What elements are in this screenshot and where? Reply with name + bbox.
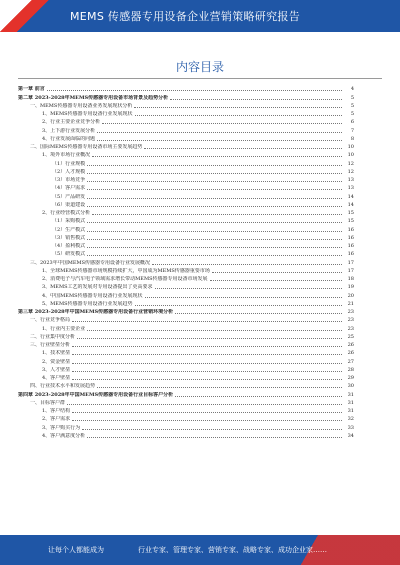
toc-entry-page: 4 <box>350 86 354 93</box>
corner-decoration <box>0 0 52 32</box>
toc-entry-page: 14 <box>347 201 354 208</box>
toc-entry-title: 1、MEMS传感器专用设备行业发展现状 <box>42 111 133 117</box>
toc-entry-title: （6）渠道建设 <box>52 201 86 208</box>
toc-entry-title: 1、行业内主要企业 <box>42 325 86 332</box>
toc-entry-page: 32 <box>347 416 354 423</box>
toc-entry[interactable] <box>18 266 354 274</box>
toc-entry-title: 第一章 前言 <box>18 86 45 93</box>
toc-entry[interactable] <box>18 216 354 224</box>
toc-entry-title: 3、人才壁垒 <box>42 366 71 373</box>
toc-leader-dots <box>87 437 342 438</box>
toc-leader-dots <box>87 239 342 240</box>
toc-leader-dots <box>87 247 342 248</box>
toc-entry-title: 3、客户购买行为 <box>42 424 81 431</box>
toc-entry-page: 5 <box>350 102 354 109</box>
toc-leader-dots <box>145 297 343 298</box>
toc-entry-page: 17 <box>347 267 354 274</box>
toc-leader-dots <box>87 173 342 174</box>
toc-entry-title: （4）客户需求 <box>52 185 86 192</box>
toc-entry-page: 17 <box>347 259 354 266</box>
toc-entry-page: 6 <box>350 119 354 126</box>
toc-entry[interactable] <box>18 431 354 439</box>
toc-entry-page: 16 <box>347 234 354 241</box>
toc-leader-dots <box>77 338 342 339</box>
toc-entry[interactable] <box>18 406 354 414</box>
toc-entry[interactable] <box>18 158 354 166</box>
toc-entry-page: 21 <box>347 300 354 307</box>
toc-entry-title: 第三章 2023-2028年中国MEMS传感器专用设备行业营销环境分析 <box>18 309 174 315</box>
toc-entry[interactable] <box>18 282 354 290</box>
toc-entry-page: 5 <box>350 94 354 101</box>
toc-leader-dots <box>82 429 342 430</box>
toc-entry[interactable] <box>18 257 354 265</box>
toc-entry[interactable] <box>18 315 354 323</box>
toc-entry-page: 14 <box>347 193 354 200</box>
footer-slogan: 让每个人都能成为 <box>48 546 104 554</box>
toc-leader-dots <box>72 354 342 355</box>
toc-entry-title: 3、上下游行业发展分析 <box>42 127 96 134</box>
toc-entry-title: （4）盈利模式 <box>52 243 86 249</box>
toc-entry-title: （5）研发模式 <box>52 251 86 258</box>
toc-leader-dots <box>87 189 342 190</box>
toc-entry-title: 4、客户满意度分析 <box>42 432 86 439</box>
toc-entry-title: 一、目标客户群 <box>30 399 66 406</box>
toc-leader-dots <box>134 107 342 108</box>
report-title: MEMS 传感器专用设备企业营销策略研究报告 <box>70 10 301 23</box>
toc-entry[interactable] <box>18 332 354 340</box>
toc-entry-title: 1、境外市场行业概况 <box>42 152 91 159</box>
toc-leader-dots <box>87 206 342 207</box>
toc-entry[interactable] <box>18 84 354 92</box>
toc-entry-title: 三、2023年中国MEMS传感器专用设备行业发展概况 <box>30 259 151 266</box>
toc-entry-page: 23 <box>347 309 354 315</box>
footer-tags: 行业专家、管理专家、营销专家、战略专家、成功企业家…… <box>138 546 327 554</box>
toc-entry-page: 13 <box>347 177 354 183</box>
toc-leader-dots <box>144 148 342 149</box>
toc-entry-title: 2、行业经营模式分析 <box>42 210 91 216</box>
toc-entry-title: （3）市场竞争 <box>52 177 86 183</box>
toc-entry-title: 4、中国MEMS传感器专用设备行业发展现状 <box>42 292 143 299</box>
toc-entry[interactable] <box>18 422 354 430</box>
toc-entry-page: 29 <box>347 375 354 381</box>
toc-leader-dots <box>87 165 342 166</box>
toc-leader-dots <box>170 99 342 100</box>
footer-banner <box>0 535 400 565</box>
toc-entry-page: 16 <box>347 243 354 249</box>
toc-entry-page: 33 <box>347 424 354 431</box>
header-banner <box>0 0 400 32</box>
toc-entry-page: 31 <box>347 399 354 406</box>
toc-entry-title: 二、国际MEMS传感器专用设备市场主要发展趋势 <box>30 144 143 150</box>
toc-entry[interactable] <box>18 249 354 257</box>
toc-entry-title: 二、行业集中度分析 <box>30 333 76 340</box>
toc-entry[interactable] <box>18 348 354 356</box>
toc-leader-dots <box>155 288 343 289</box>
toc-entry-title: 4、客户壁垒 <box>42 375 71 381</box>
toc-entry[interactable] <box>18 307 354 315</box>
toc-leader-dots <box>97 387 342 388</box>
toc-entry-page: 20 <box>347 292 354 299</box>
toc-entry-title: 2、资金壁垒 <box>42 358 71 365</box>
toc-entry-title: （1）行业规模 <box>52 160 86 167</box>
toc-entry-page: 19 <box>347 284 354 291</box>
toc-leader-dots <box>135 115 343 116</box>
toc-entry[interactable] <box>18 101 354 109</box>
toc-leader-dots <box>92 156 342 157</box>
toc-entry-title: 1、全球MEMS传感器市场规模持续扩大，中国成为MEMS传感器重要市场 <box>42 267 210 274</box>
toc-leader-dots <box>72 321 342 322</box>
toc-leader-dots <box>135 305 343 306</box>
toc-entry-title: 4、行业发展面临的问题 <box>42 135 96 142</box>
toc-entry[interactable] <box>18 389 354 397</box>
toc-entry-page: 13 <box>347 185 354 192</box>
toc-entry-page: 12 <box>347 160 354 167</box>
toc-entry[interactable] <box>18 142 354 150</box>
toc-leader-dots <box>210 280 343 281</box>
toc-leader-dots <box>47 90 342 91</box>
toc-entry-page: 10 <box>347 152 354 159</box>
toc-entry[interactable] <box>18 191 354 199</box>
toc-entry-page: 23 <box>347 325 354 332</box>
toc-entry-title: 四、行业技术水平和发展趋势 <box>30 383 96 390</box>
toc-entry[interactable] <box>18 200 354 208</box>
toc-entry-title: 第二章 2023-2028年MEMS传感器专用设备市场背景及趋势分析 <box>18 94 169 101</box>
toc-entry[interactable] <box>18 224 354 232</box>
divider <box>18 78 382 79</box>
toc-leader-dots <box>175 313 342 314</box>
toc-entry-page: 16 <box>347 251 354 258</box>
toc-entry-page: 12 <box>347 168 354 175</box>
toc-entry[interactable] <box>18 373 354 381</box>
toc-leader-dots <box>72 346 342 347</box>
toc-entry[interactable] <box>18 150 354 158</box>
toc-entry[interactable] <box>18 92 354 100</box>
table-of-contents <box>18 84 354 439</box>
toc-entry-page: 26 <box>347 342 354 348</box>
toc-entry-page: 28 <box>347 366 354 373</box>
toc-entry-page: 18 <box>347 276 354 282</box>
toc-entry[interactable] <box>18 356 354 364</box>
toc-entry-title: 一、行业竞争格局 <box>30 317 71 324</box>
toc-leader-dots <box>87 330 342 331</box>
toc-entry-page: 8 <box>350 135 354 142</box>
toc-entry[interactable] <box>18 299 354 307</box>
toc-leader-dots <box>97 140 342 141</box>
toc-leader-dots <box>152 264 342 265</box>
toc-entry-page: 15 <box>347 210 354 216</box>
toc-leader-dots <box>92 214 342 215</box>
toc-entry-title: 第四章 2023-2028年中国MEMS传感器专用设备行业目标客户分析 <box>18 391 174 398</box>
toc-leader-dots <box>67 404 342 405</box>
toc-entry[interactable] <box>18 183 354 191</box>
toc-leader-dots <box>87 231 342 232</box>
toc-entry[interactable] <box>18 208 354 216</box>
toc-leader-dots <box>72 371 342 372</box>
toc-entry-title: 1、客户结构 <box>42 408 71 414</box>
toc-entry[interactable] <box>18 365 354 373</box>
toc-entry-page: 10 <box>347 144 354 150</box>
toc-leader-dots <box>72 363 342 364</box>
toc-entry-page: 16 <box>347 226 354 233</box>
toc-entry-page: 27 <box>347 358 354 365</box>
toc-entry[interactable] <box>18 109 354 117</box>
toc-entry-page: 25 <box>347 333 354 340</box>
toc-leader-dots <box>87 255 342 256</box>
toc-leader-dots <box>102 123 342 124</box>
toc-entry[interactable] <box>18 323 354 331</box>
toc-leader-dots <box>72 412 342 413</box>
toc-entry[interactable] <box>18 398 354 406</box>
toc-leader-dots <box>87 198 342 199</box>
toc-entry-title: 5、MEMS传感器专用设备行业发展趋势 <box>42 300 133 307</box>
toc-entry[interactable] <box>18 134 354 142</box>
toc-entry-title: （3）销售模式 <box>52 234 86 241</box>
toc-entry-title: 1、技术壁垒 <box>42 350 71 357</box>
toc-entry-page: 26 <box>347 350 354 357</box>
toc-entry-page: 34 <box>347 432 354 439</box>
toc-entry-title: （1）采购模式 <box>52 218 86 225</box>
toc-entry-title: 2、消费电子与汽车电子领域需求增长带动MEMS传感器专用设备市场发展 <box>42 276 208 282</box>
toc-entry-page: 31 <box>347 408 354 414</box>
toc-entry-page: 31 <box>347 391 354 398</box>
toc-entry-title: 2、行业主要企业竞争分析 <box>42 119 101 126</box>
toc-entry[interactable] <box>18 233 354 241</box>
toc-entry-page: 5 <box>350 111 354 117</box>
toc-leader-dots <box>97 132 342 133</box>
toc-entry[interactable] <box>18 167 354 175</box>
toc-leader-dots <box>72 379 342 380</box>
toc-leader-dots <box>87 222 342 223</box>
toc-leader-dots <box>87 181 342 182</box>
toc-entry-title: （2）人才规模 <box>52 168 86 175</box>
toc-entry[interactable] <box>18 175 354 183</box>
toc-entry[interactable] <box>18 117 354 125</box>
toc-entry[interactable] <box>18 414 354 422</box>
toc-leader-dots <box>212 272 342 273</box>
toc-entry-title: （2）生产模式 <box>52 226 86 233</box>
toc-entry-page: 30 <box>347 383 354 390</box>
toc-entry-page: 7 <box>350 127 354 134</box>
toc-entry[interactable] <box>18 241 354 249</box>
toc-entry-title: 三、行业壁垒分析 <box>30 342 71 348</box>
toc-heading: 内容目录 <box>175 60 224 74</box>
toc-entry-page: 23 <box>347 317 354 324</box>
toc-entry[interactable] <box>18 381 354 389</box>
toc-entry-title: 3、MEMS工艺的发展对专用设备提出了更高要求 <box>42 284 153 291</box>
toc-leader-dots <box>175 396 342 397</box>
toc-entry-title: 一、MEMS传感器专用设备业务发展现状分析 <box>30 102 133 109</box>
toc-entry[interactable] <box>18 125 354 133</box>
toc-leader-dots <box>72 420 342 421</box>
toc-entry[interactable] <box>18 274 354 282</box>
toc-entry-page: 15 <box>347 218 354 225</box>
toc-entry-title: 2、客户需求 <box>42 416 71 423</box>
toc-entry[interactable] <box>18 340 354 348</box>
toc-entry-title: （5）产品研发 <box>52 193 86 200</box>
toc-entry[interactable] <box>18 290 354 298</box>
